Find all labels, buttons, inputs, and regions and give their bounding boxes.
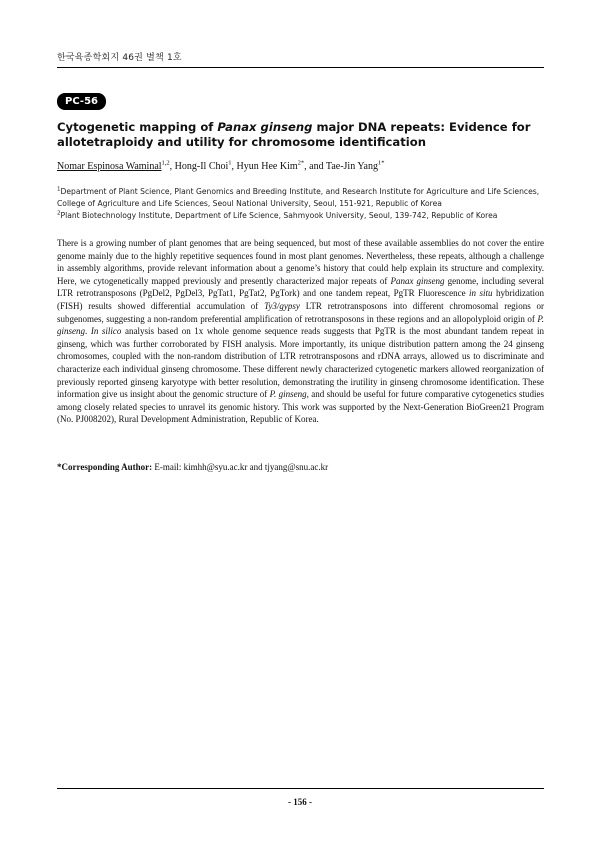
abstract-id-badge: PC-56 [57,93,106,110]
species-name: P. ginseng [57,313,544,337]
affiliation [57,186,544,210]
author-affiliation-mark: 1,2 [161,159,170,167]
author-affiliation-mark: 2* [297,159,305,167]
footer-rule [57,788,544,789]
affiliation-text: Department of Plant Science, Plant Genomics and Breeding Institute, and Research Institute for Agriculture and Life Sciences, College of Agriculture and Life Sciences, Seoul National University, Seoul, 151-921, Republic of Korea [57,187,540,208]
italic-term: Ty3/gypsy [264,300,300,311]
corresponding-author-emails: E-mail: kimhh@syu.ac.kr and tjyang@snu.ac.kr [152,462,329,472]
abstract-text: There is a growing number of plant genomes that are being sequenced, but most of these available assemblies do not cover the entire genome mainly due to the highly repetitive sequences found in most plant genomes. Nevertheless, these repeats, although a challenge in assembly algorithms, provide relevant information about a genome’s history that could help explain its structure and complexity. Here, we cytogenetically mapped previously and presently characterized major repeats of [57,238,544,286]
author-name: Hyun Hee Kim [236,161,298,172]
abstract-text: . [85,326,91,337]
author-separator: , [169,161,175,172]
abstract-text: genome, including several LTR retrotransposons (PgDel2, PgDel3, PgTat1, PgTat2, PgTork) and one tandem repeat, PgTR Fluorescence [57,275,544,299]
affiliation-text: Plant Biotechnology Institute, Department of Life Science, Sahmyook University, Seoul, 139-742, Republic of Korea [60,211,498,220]
author-separator: , [231,161,237,172]
author-affiliation-mark: 1* [377,159,385,167]
corresponding-author-label: *Corresponding Author: [57,462,153,472]
italic-term: In silico [90,326,122,337]
abstract-text: analysis based on 1x whole genome sequence reads suggests that PgTR is the most abundant tandem repeat in ginseng, which was further corroborated by FISH analysis. More importantly, its unique distribution pattern among the 24 ginseng chromosomes, coupled with the non-random distribution of LTR retrotransposons and rDNA arrays, allowed us to discriminate and characterize each individual ginseng chromosome. These different newly characterized cytogenetic markers allowed reorganization of previously reported ginseng karyotype with better resolution, demonstrating the irutility in ginseng chromosome identification. These information give us insight about the genomic structure of [57,326,544,400]
author-affiliation-mark: 1 [228,159,232,167]
author-name: Nomar Espinosa Waminal [57,161,162,172]
affiliation [57,210,544,222]
title-part-2: major DNA repeats: Evidence for allotetraploidy and utility for chromosome identification [57,120,531,149]
author-name: Hong-Il Choi [174,161,229,172]
affiliation-number: 2 [57,210,61,217]
page-number: - 156 - [288,797,312,807]
abstract-body [57,237,544,426]
author-name: Tae-Jin Yang [325,161,378,172]
header-rule [57,67,544,68]
corresponding-author [57,462,544,472]
italic-term: in situ [469,288,493,299]
abstract-text: LTR retrotransposons into different chromosomal regions or subgenomes, suggesting a non-random preferential amplification of retrotransposons in these regions and an allopolyploid origin of [57,300,544,324]
species-name: P. ginseng [269,389,307,400]
abstract-text: , and should be useful for future comparative cytogenetics studies among closely related species to unravel its genomic history. This work was supported by the Next-Generation BioGreen21 Program (No. PJ008202), Rural Development Administration, Republic of Korea. [57,389,544,425]
abstract-text: hybridization (FISH) results showed differential accumulation of [57,288,544,311]
paper-title [57,120,544,150]
species-name: Panax ginseng [390,275,445,286]
affiliation-number: 1 [57,186,61,193]
title-part-1: Cytogenetic mapping of [57,120,218,134]
title-species: Panax ginseng [217,120,313,134]
running-header: 한국육종학회지 46권 별책 1호 [57,53,182,63]
author-separator: , and [304,161,326,172]
author-list [57,161,544,172]
